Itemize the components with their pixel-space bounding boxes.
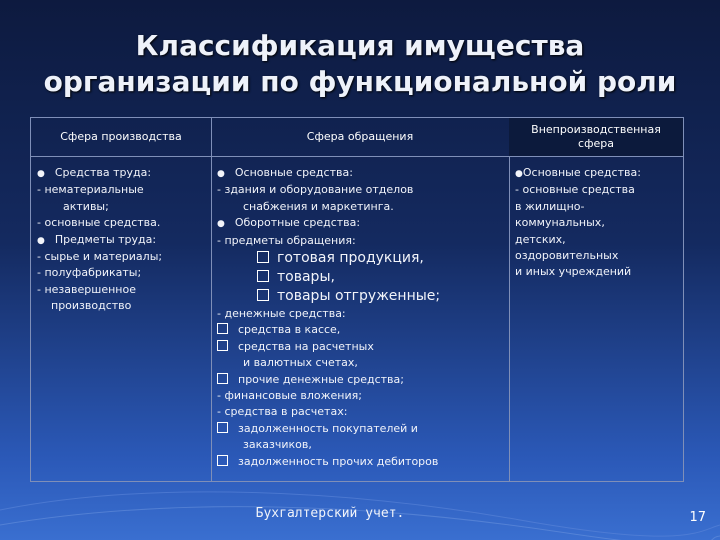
list-item	[217, 287, 503, 306]
column-production	[31, 118, 212, 481]
list-item	[217, 388, 503, 404]
list-item-text: Оборотные средства:	[234, 216, 361, 230]
header-circulation: Сфера обращения	[211, 118, 509, 157]
list-item	[217, 339, 503, 355]
checkbox-bullet-icon	[257, 270, 269, 282]
header-nonproduction-line-2: сфера	[578, 137, 614, 150]
list-item	[37, 298, 205, 314]
list-item-text: заказчиков,	[243, 438, 312, 452]
list-item-text: производство	[51, 299, 132, 313]
checkbox-bullet-icon	[257, 251, 269, 263]
list-item-text: - финансовые вложения;	[217, 389, 362, 403]
list-item-text: - основные средства.	[37, 216, 161, 230]
list-item	[217, 322, 503, 338]
list-item	[37, 282, 205, 298]
list-item	[515, 199, 677, 215]
list-item	[217, 355, 503, 371]
list-item	[217, 233, 503, 249]
list-item-text: - незавершенное	[37, 282, 136, 296]
bullet-dot-icon: ●	[217, 169, 225, 179]
list-item-text: - здания и оборудование отделов	[217, 183, 414, 197]
list-item	[217, 268, 503, 287]
list-item-text: товары отгруженные;	[277, 288, 441, 305]
list-item-text: Средства труда:	[54, 166, 152, 179]
list-item	[515, 264, 677, 280]
classification-table	[30, 117, 684, 482]
header-nonproduction	[509, 118, 683, 157]
list-item-text: готовая продукция,	[277, 250, 424, 267]
list-item	[515, 182, 677, 198]
list-item-text: средства в кассе,	[238, 323, 341, 337]
list-item	[217, 454, 503, 470]
list-item	[217, 165, 503, 182]
list-item	[217, 404, 503, 420]
body-nonproduction	[509, 157, 683, 281]
list-item-text: - сырье и материалы;	[37, 250, 163, 264]
list-item	[37, 182, 205, 198]
checkbox-bullet-icon	[217, 323, 228, 334]
list-item	[217, 437, 503, 453]
list-item-text: в жилищно-	[515, 199, 585, 213]
list-item-text: - основные средства	[515, 183, 635, 197]
list-item	[37, 232, 205, 249]
list-item-text: Основные средства:	[522, 166, 641, 179]
bullet-dot-icon: ●	[37, 169, 45, 179]
header-nonproduction-line-1: Внепроизводственная	[531, 123, 661, 136]
list-item-text: - полуфабрикаты;	[37, 266, 142, 280]
list-item	[217, 306, 503, 322]
list-item-text: активы;	[63, 199, 109, 213]
list-item-text: и валютных счетах,	[243, 356, 358, 370]
list-item-text: - предметы обращения:	[217, 233, 356, 247]
list-item	[515, 165, 677, 182]
list-item	[515, 215, 677, 231]
list-item-text: детских,	[515, 232, 566, 246]
list-item	[37, 249, 205, 265]
list-item-text: Предметы труда:	[54, 232, 157, 246]
list-item-text: снабжения и маркетинга.	[243, 199, 394, 213]
list-item	[217, 199, 503, 215]
checkbox-bullet-icon	[217, 373, 228, 384]
list-item-text: - денежные средства:	[217, 307, 346, 321]
list-item-text: задолженность покупателей и	[238, 421, 418, 435]
checkbox-bullet-icon	[217, 455, 228, 466]
list-item	[217, 182, 503, 198]
list-item-text: - нематериальные	[37, 183, 144, 197]
bullet-dot-icon: ●	[37, 235, 45, 246]
bullet-dot-icon: ●	[515, 169, 523, 179]
list-item-text: Основные средства:	[234, 166, 353, 179]
list-item-text: коммунальных,	[515, 216, 605, 230]
list-item	[217, 421, 503, 437]
title-line-2: организации по функциональной роли	[43, 65, 677, 98]
list-item-text: - средства в расчетах:	[217, 405, 348, 419]
slide-title	[0, 28, 720, 100]
body-circulation	[211, 157, 509, 470]
list-item	[217, 215, 503, 232]
bullet-dot-icon: ●	[217, 219, 225, 230]
list-item	[217, 372, 503, 388]
list-item-text: товары,	[277, 269, 335, 286]
list-item	[217, 249, 503, 268]
body-production	[31, 157, 211, 315]
list-item-text: задолженность прочих дебиторов	[238, 454, 439, 468]
title-line-1: Классификация имущества	[135, 29, 585, 62]
list-item	[37, 199, 205, 215]
list-item	[37, 165, 205, 182]
checkbox-bullet-icon	[217, 340, 228, 351]
list-item-text: прочие денежные средства;	[238, 372, 404, 386]
list-item	[37, 215, 205, 231]
page-number: 17	[689, 510, 706, 525]
list-item	[515, 248, 677, 264]
column-circulation	[211, 118, 510, 481]
list-item-text: и иных учреждений	[515, 265, 632, 279]
footer-text: Бухгалтерский учет.	[255, 506, 405, 521]
header-production: Сфера производства	[31, 118, 211, 157]
list-item-text: средства на расчетных	[238, 339, 374, 353]
list-item-text: оздоровительных	[515, 249, 619, 263]
column-nonproduction	[509, 118, 683, 481]
checkbox-bullet-icon	[217, 422, 228, 433]
list-item	[37, 265, 205, 281]
list-item	[515, 232, 677, 248]
checkbox-bullet-icon	[257, 289, 269, 301]
